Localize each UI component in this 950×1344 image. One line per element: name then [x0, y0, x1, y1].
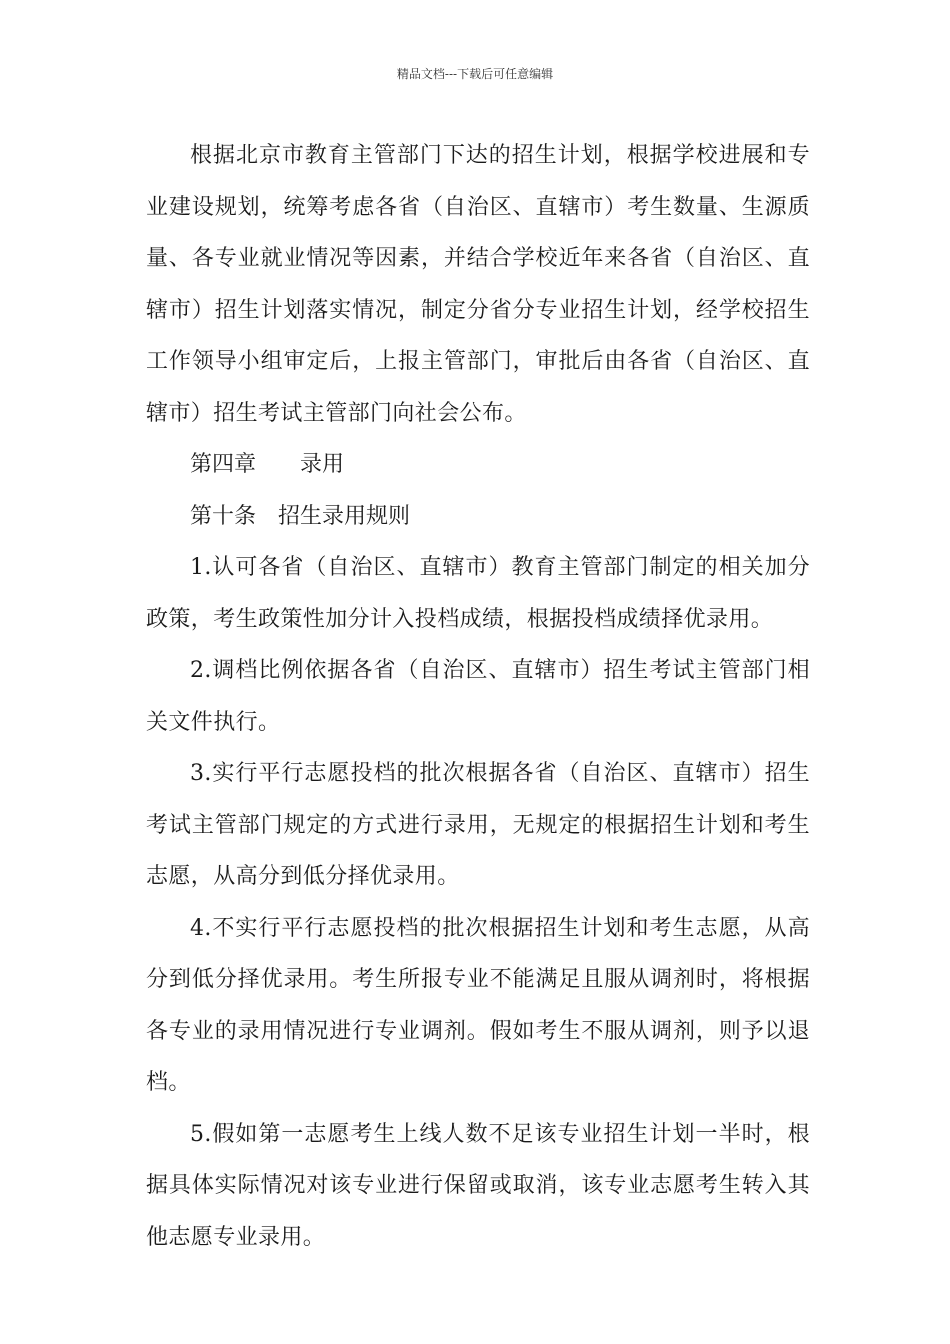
page-header: 精品文档---下载后可任意编辑	[396, 67, 554, 81]
chapter-heading: 第四章 录用	[190, 452, 345, 477]
rule-paragraph-1: 1.认可各省（自治区、直辖市）教育主管部门制定的相关加分政策，考生政策性加分计入投档成绩，根据投档成绩择优录用。	[146, 555, 810, 632]
rule-paragraph-2: 2.调档比例依据各省（自治区、直辖市）招生考试主管部门相关文件执行。	[146, 658, 810, 735]
intro-paragraph: 根据北京市教育主管部门下达的招生计划，根据学校进展和专业建设规划，统筹考虑各省（自治区、直辖市）考生数量、生源质量、各专业就业情况等因素，并结合学校近年来各省（自治区、直辖市）招生计划落实情况，制定分省分专业招生计划，经学校招生工作领导小组审定后，上报主管部门，审批后由各省（自治区、直辖市）招生考试主管部门向社会公布。	[146, 143, 810, 426]
article-heading: 第十条 招生录用规则	[190, 503, 411, 529]
rule-paragraph-3: 3.实行平行志愿投档的批次根据各省（自治区、直辖市）招生考试主管部门规定的方式进行录用，无规定的根据招生计划和考生志愿，从高分到低分择优录用。	[146, 761, 810, 889]
rule-paragraph-4: 4.不实行平行志愿投档的批次根据招生计划和考生志愿，从高分到低分择优录用。考生所报专业不能满足且服从调剂时，将根据各专业的录用情况进行专业调剂。假如考生不服从调剂，则予以退档。	[146, 915, 810, 1095]
rule-paragraph-5: 5.假如第一志愿考生上线人数不足该专业招生计划一半时，根据具体实际情况对该专业进行保留或取消，该专业志愿考生转入其他志愿专业录用。	[146, 1121, 810, 1250]
document-body	[146, 130, 810, 1263]
